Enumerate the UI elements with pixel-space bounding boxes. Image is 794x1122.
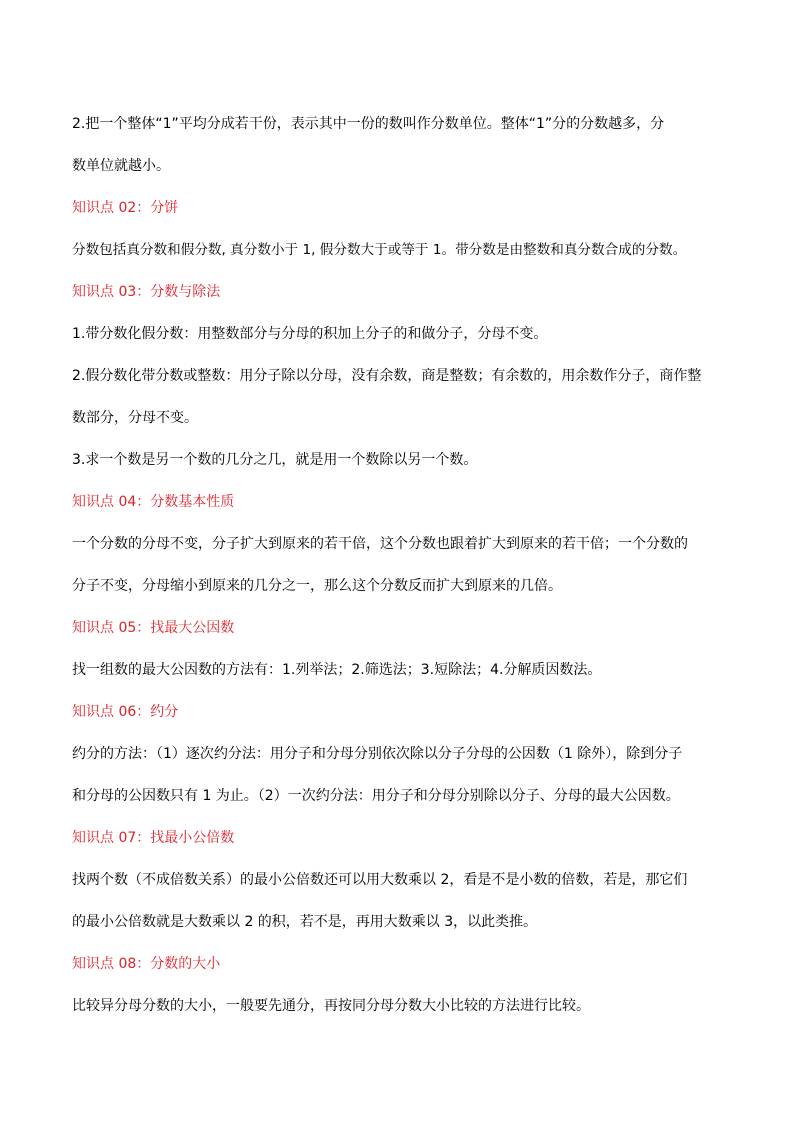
section-heading: 知识点 02：分饼 [72, 200, 179, 216]
paragraph-line: 2.把一个整体“1”平均分成若干份，表示其中一份的数叫作分数单位。整体“1”分的分数越多，分 [72, 116, 665, 132]
paragraph-line: 找两个数（不成倍数关系）的最小公倍数还可以用大数乘以 2，看是不是小数的倍数，若是，那它们 [72, 872, 688, 888]
section-heading: 知识点 04：分数基本性质 [72, 494, 235, 510]
paragraph-line: 3.求一个数是另一个数的几分之几，就是用一个数除以另一个数。 [72, 452, 478, 468]
section-heading: 知识点 08：分数的大小 [72, 956, 221, 972]
paragraph-line: 一个分数的分母不变，分子扩大到原来的若干倍，这个分数也跟着扩大到原来的若干倍；一个分数的 [72, 536, 688, 552]
section-heading: 知识点 05：找最大公因数 [72, 620, 235, 636]
paragraph-line: 和分母的公因数只有 1 为止。（2）一次约分法：用分子和分母分别除以分子、分母的最大公因数。 [72, 788, 680, 804]
section-heading: 知识点 06：约分 [72, 704, 179, 720]
paragraph-line: 约分的方法：（1）逐次约分法：用分子和分母分别依次除以分子分母的公因数（1 除外），除到分子 [72, 746, 683, 762]
section-heading: 知识点 03：分数与除法 [72, 284, 221, 300]
paragraph-line: 比较异分母分数的大小，一般要先通分，再按同分母分数大小比较的方法进行比较。 [72, 998, 590, 1014]
paragraph-line: 找一组数的最大公因数的方法有：1.列举法；2.筛选法；3.短除法；4.分解质因数法。 [72, 662, 602, 678]
paragraph-line: 数部分，分母不变。 [72, 410, 198, 426]
paragraph-line: 数单位就越小。 [72, 158, 170, 174]
paragraph-line: 分数包括真分数和假分数, 真分数小于 1, 假分数大于或等于 1。带分数是由整数和真分数合成的分数。 [72, 242, 687, 258]
paragraph-line: 分子不变，分母缩小到原来的几分之一，那么这个分数反而扩大到原来的几倍。 [72, 578, 562, 594]
paragraph-line: 1.带分数化假分数：用整数部分与分母的积加上分子的和做分子，分母不变。 [72, 326, 548, 342]
section-heading: 知识点 07：找最小公倍数 [72, 830, 235, 846]
paragraph-line: 2.假分数化带分数或整数：用分子除以分母，没有余数，商是整数；有余数的，用余数作分子，商作整 [72, 368, 702, 384]
paragraph-line: 的最小公倍数就是大数乘以 2 的积，若不是，再用大数乘以 3，以此类推。 [72, 914, 538, 930]
